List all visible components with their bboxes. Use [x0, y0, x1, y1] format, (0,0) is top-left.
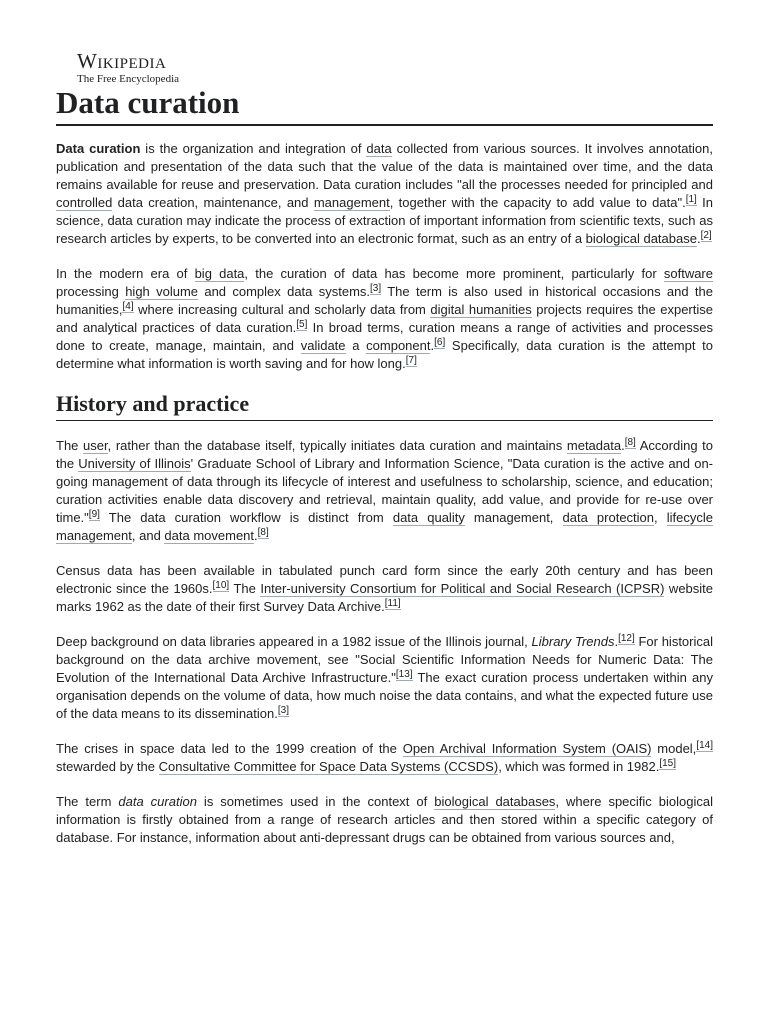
citation-5[interactable]: [5] — [296, 318, 308, 330]
text: . — [254, 528, 258, 543]
paragraph-intro-2 — [56, 265, 713, 373]
logo-wordmark: Wikipedia — [77, 49, 167, 73]
text: where increasing cultural and scholarly data from — [133, 302, 431, 317]
term-italic: data curation — [118, 794, 197, 809]
citation-1[interactable]: [1] — [685, 193, 697, 205]
citation-6[interactable]: [6] — [434, 336, 446, 348]
citation-3b[interactable]: [3] — [277, 704, 289, 716]
text: The term is also used in historical occasions and the humanities, — [56, 284, 713, 317]
link-oais[interactable]: Open Archival Information System (OAIS) — [402, 741, 652, 756]
link-management[interactable]: management — [313, 195, 390, 210]
text: The — [229, 581, 261, 596]
citation-3[interactable]: [3] — [370, 282, 382, 294]
citation-11[interactable]: [11] — [384, 597, 401, 609]
article-body — [56, 140, 713, 864]
link-high-volume[interactable]: high volume — [125, 284, 199, 299]
text: The exact curation process undertaken within any organisation depends on the volume of data, how much noise the data contains, and what the expected future use of the data means to its dissemination. — [56, 670, 713, 721]
citation-14[interactable]: [14] — [696, 739, 713, 751]
text: For historical background on the data archive movement, see "Social Scientific Information Needs for Numeric Data: The Evolution of the International Data Archive Infrastructure." — [56, 634, 714, 685]
text: is the organization and integration of — [140, 141, 367, 156]
text: . — [430, 338, 435, 353]
link-component[interactable]: component — [366, 338, 431, 353]
text: a — [345, 338, 367, 353]
paragraph-history-2 — [56, 562, 713, 616]
text: , together with the capacity to add value to data". — [389, 195, 686, 210]
link-icpsr[interactable]: Inter-university Consortium for Political and Social Research (ICPSR) — [260, 581, 665, 596]
link-software[interactable]: software — [663, 266, 713, 281]
paragraph-history-5 — [56, 793, 713, 847]
text: . — [696, 231, 701, 246]
link-big-data[interactable]: big data — [194, 266, 245, 281]
text: collected from various sources. It involves annotation, publication and presentation of the data such that the value of the data is maintained over time, and the data remains available for reuse and preservation. Data curation includes "all the processes needed for principled and — [56, 141, 714, 192]
link-lifecycle-management[interactable]: lifecycle management — [56, 510, 713, 543]
text: is sometimes used in the context of — [196, 794, 435, 809]
text: management, — [464, 510, 563, 525]
text: and complex data systems. — [198, 284, 371, 299]
text: , — [654, 510, 667, 525]
citation-10[interactable]: [10] — [212, 579, 230, 591]
title-block — [56, 84, 713, 126]
citation-4[interactable]: [4] — [122, 300, 134, 312]
text: Deep background on data libraries appeared in a 1982 issue of the Illinois journal, — [56, 634, 532, 649]
citation-9[interactable]: [9] — [88, 508, 100, 520]
text: ' Graduate School of Library and Information Science, "Data curation is the active and on-going management of data through its lifecycle of interest and usefulness to scholarship, science, and education; curation activities enable data discovery and retrieval, maintain quality, add value, and provide for re-use over time." — [56, 456, 714, 525]
text: model, — [651, 741, 697, 756]
citation-13[interactable]: [13] — [395, 668, 413, 680]
text: The data curation workflow is distinct from — [99, 510, 393, 525]
logo-tagline: The Free Encyclopedia — [77, 73, 180, 85]
link-biological-database[interactable]: biological database — [585, 231, 697, 246]
wikipedia-logo[interactable] — [77, 50, 179, 85]
text: . — [621, 438, 625, 453]
text: data creation, maintenance, and — [112, 195, 314, 210]
citation-8b[interactable]: [8] — [257, 526, 269, 538]
text: The — [56, 438, 84, 453]
link-data[interactable]: data — [366, 141, 392, 156]
link-metadata[interactable]: metadata — [566, 438, 622, 453]
text: , the curation of data has become more prominent, particularly for — [244, 266, 664, 281]
text: processing — [56, 284, 126, 299]
link-biological-databases[interactable]: biological databases — [434, 794, 556, 809]
text: , and — [131, 528, 165, 543]
link-data-quality[interactable]: data quality — [392, 510, 465, 525]
text: Census data has been available in tabulated punch card form since the early 20th century and has been electronic since the 1960s. — [56, 563, 713, 596]
citation-12[interactable]: [12] — [618, 632, 635, 644]
text: In broad terms, curation means a range of activities and processes done to create, manage, maintain, and — [56, 320, 713, 353]
text: . — [614, 634, 619, 649]
text: In science, data curation may indicate the process of extraction of important information from scientific texts, such as research articles by experts, to be converted into an electronic format, such as an entry of a — [56, 195, 713, 246]
section-heading-history: History and practice — [56, 390, 713, 421]
page-title: Data curation — [56, 85, 240, 120]
link-controlled[interactable]: controlled — [56, 195, 113, 210]
citation-7[interactable]: [7] — [405, 354, 417, 366]
text: , where specific biological information is firstly obtained from a range of research articles and then stored within a specific category of database. For instance, information about anti-depressant drugs can be obtained from various sources and, — [56, 794, 713, 845]
citation-15[interactable]: [15] — [659, 757, 677, 769]
paragraph-history-4 — [56, 740, 713, 776]
citation-2[interactable]: [2] — [700, 229, 712, 241]
citation-8[interactable]: [8] — [624, 436, 636, 448]
text: stewarded by the — [56, 759, 159, 774]
link-user[interactable]: user — [83, 438, 108, 453]
text: , which was formed in 1982. — [498, 759, 660, 774]
paragraph-history-3 — [56, 633, 713, 723]
link-digital-humanities[interactable]: digital humanities — [430, 302, 532, 317]
link-university-of-illinois[interactable]: University of Illinois — [78, 456, 191, 471]
text: website marks 1962 as the date of their first Survey Data Archive. — [56, 581, 714, 614]
paragraph-intro-1 — [56, 140, 713, 248]
text: Specifically, data curation is the attempt to determine what information is worth saving and for how long. — [56, 338, 713, 371]
link-data-movement[interactable]: data movement — [164, 528, 255, 543]
text: , rather than the database itself, typically initiates data curation and maintains — [107, 438, 567, 453]
link-data-protection[interactable]: data protection — [562, 510, 655, 525]
text: projects requires the expertise and analytical practices of data curation. — [56, 302, 713, 335]
text: The crises in space data led to the 1999 creation of the — [56, 741, 403, 756]
term-bold: Data curation — [56, 141, 141, 156]
journal-title: Library Trends — [531, 634, 615, 649]
link-ccsds[interactable]: Consultative Committee for Space Data Systems (CCSDS) — [158, 759, 499, 774]
text: In the modern era of — [56, 266, 195, 281]
text: The term — [56, 794, 119, 809]
text: According to the — [56, 438, 713, 471]
paragraph-history-1 — [56, 437, 713, 545]
link-validate[interactable]: validate — [300, 338, 346, 353]
